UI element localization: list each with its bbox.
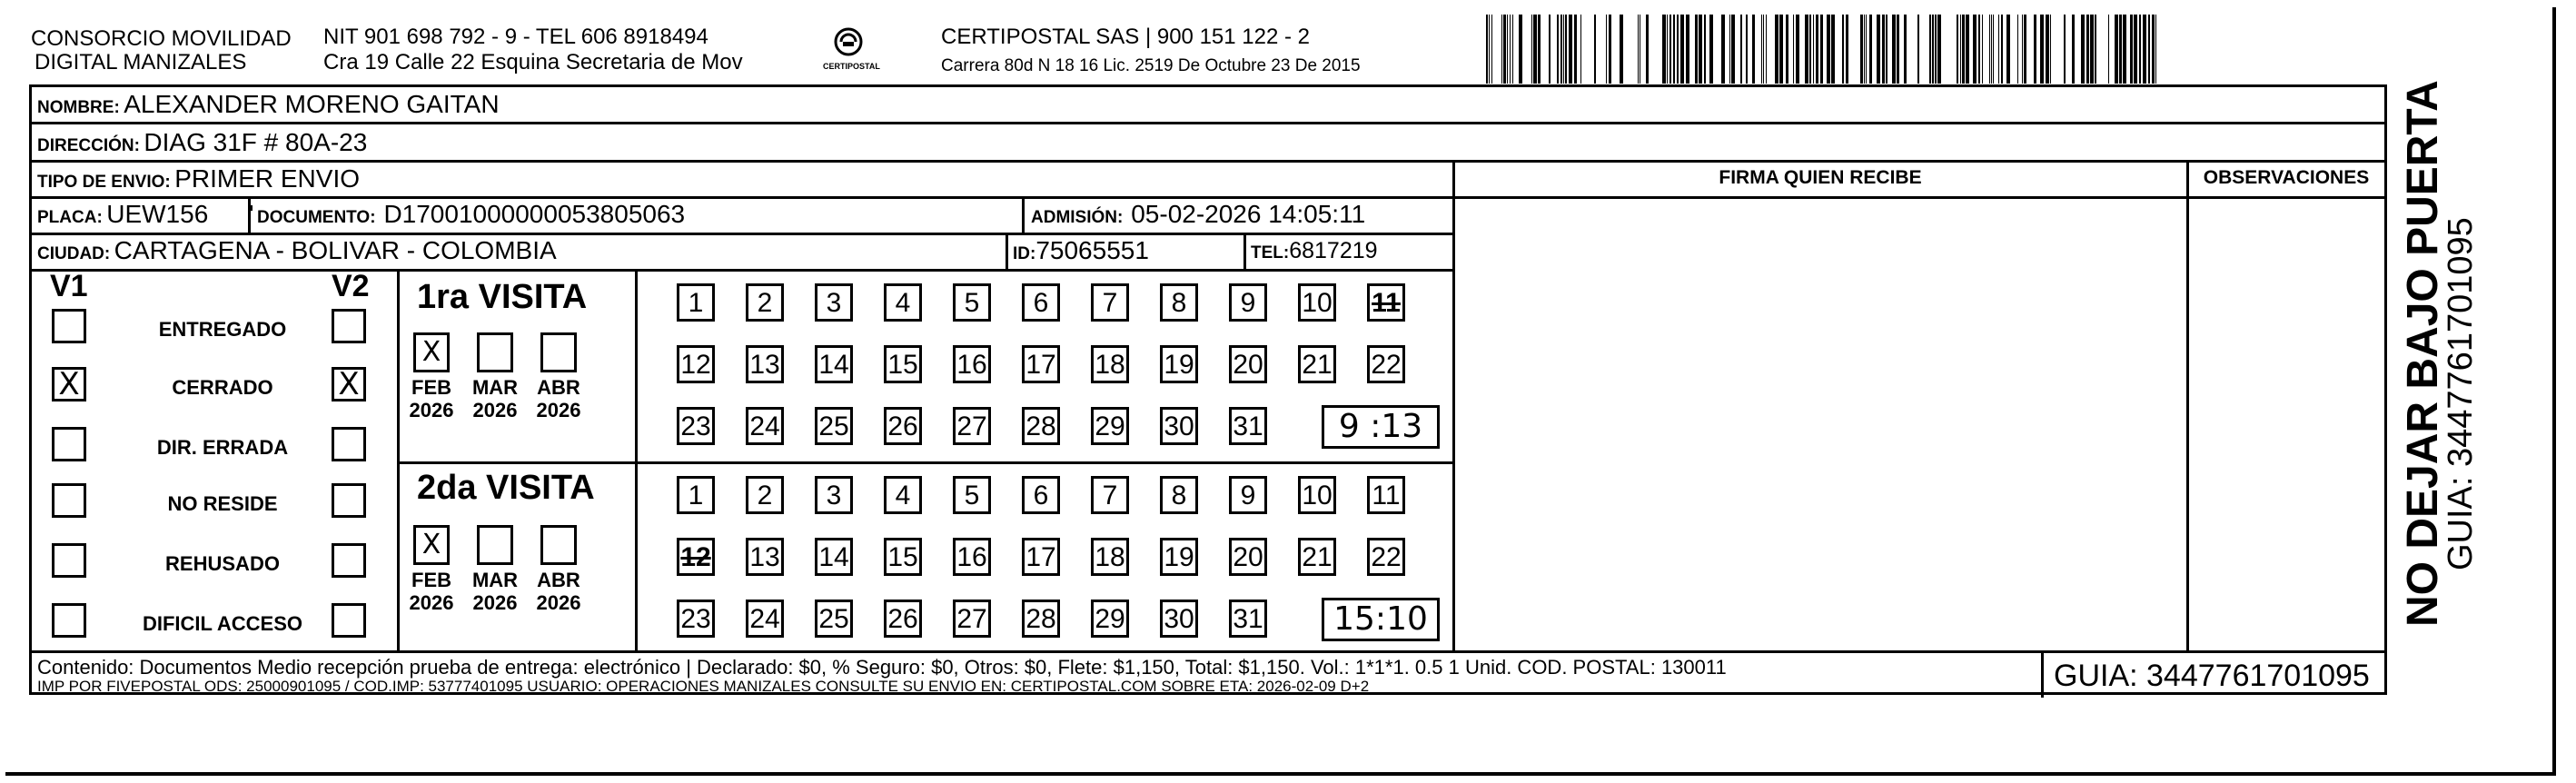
day-checkbox[interactable]: 29 — [1091, 407, 1129, 445]
day-checkbox[interactable]: 13 — [746, 345, 784, 383]
day-checkbox[interactable]: 9 — [1229, 283, 1267, 322]
visit-time[interactable]: 15:10 — [1322, 598, 1440, 641]
day-checkbox[interactable]: 18 — [1091, 538, 1129, 576]
day-checkbox[interactable]: 22 — [1367, 538, 1405, 576]
month-checkbox[interactable] — [540, 525, 577, 565]
year-label: 2026 — [409, 591, 454, 614]
day-checkbox[interactable]: 10 — [1298, 476, 1336, 514]
day-checkbox[interactable]: 4 — [884, 476, 922, 514]
day-checkbox[interactable]: 4 — [884, 283, 922, 322]
row-divider — [32, 196, 2384, 199]
v1-header: V1 — [50, 269, 88, 303]
ciudad-value: CARTAGENA - BOLIVAR - COLOMBIA — [114, 236, 557, 264]
year-label: 2026 — [536, 591, 581, 614]
status-v2-checkbox[interactable] — [332, 603, 366, 638]
day-checkbox[interactable]: 28 — [1022, 407, 1060, 445]
day-checkbox[interactable]: 25 — [815, 407, 853, 445]
month-checkbox[interactable] — [540, 332, 577, 372]
status-label: CERRADO — [172, 376, 273, 399]
day-checkbox[interactable]: 19 — [1160, 538, 1198, 576]
day-checkbox[interactable]: 24 — [746, 407, 784, 445]
month-label: ABR — [537, 569, 580, 591]
admision-label: ADMISIÓN: — [1031, 208, 1124, 227]
company-name-line1: CONSORCIO MOVILIDAD — [31, 26, 292, 51]
day-checkbox[interactable]: 31 — [1229, 600, 1267, 638]
tipo-envio-label: TIPO DE ENVIO: — [37, 173, 171, 192]
month-label: ABR — [537, 376, 580, 399]
day-checkbox[interactable]: 29 — [1091, 600, 1129, 638]
day-checkbox[interactable]: 10 — [1298, 283, 1336, 322]
observaciones-header: OBSERVACIONES — [2203, 167, 2370, 188]
day-checkbox[interactable]: 5 — [953, 283, 991, 322]
day-checkbox[interactable]: 5 — [953, 476, 991, 514]
direccion-value: DIAG 31F # 80A-23 — [144, 128, 368, 156]
month-label: FEB — [411, 569, 451, 591]
logo-caption: CERTIPOSTAL — [823, 62, 880, 71]
day-checkbox[interactable]: 21 — [1298, 345, 1336, 383]
footer-imp: IMP POR FIVEPOSTAL ODS: 25000901095 / COD.IMP: 53777401095 USUARIO: OPERACIONES MANIZALES CONSULTE SU ENVIO EN: CERTIPOSTAL.COM SOBRE ETA: 2026-02-09 D+2 — [37, 678, 1370, 695]
day-checkbox[interactable]: 23 — [677, 600, 715, 638]
direccion-label: DIRECCIÓN: — [37, 136, 140, 155]
footer-guia: GUIA: 3447761701095 — [2054, 659, 2370, 693]
status-label: NO RESIDE — [167, 492, 278, 515]
tel-value: 6817219 — [1289, 238, 1378, 263]
visit-time[interactable]: 9 :13 — [1322, 405, 1440, 449]
day-checkbox[interactable]: 20 — [1229, 345, 1267, 383]
id-label: ID: — [1013, 244, 1036, 263]
status-label: REHUSADO — [165, 552, 280, 575]
status-v2-checkbox[interactable] — [332, 427, 366, 461]
day-checkbox[interactable]: 12 — [677, 538, 715, 576]
barcode-icon — [1486, 15, 2176, 84]
day-checkbox[interactable]: 14 — [815, 538, 853, 576]
column-divider — [1452, 160, 1455, 650]
status-v2-checkbox[interactable]: X — [332, 367, 366, 401]
company-name-line2: DIGITAL MANIZALES — [35, 50, 247, 74]
status-v1-checkbox[interactable] — [52, 543, 86, 578]
documento-value: D17001000000053805063 — [383, 200, 686, 228]
cell-divider — [1022, 196, 1025, 233]
day-checkbox[interactable]: 15 — [884, 345, 922, 383]
day-checkbox[interactable]: 8 — [1160, 476, 1198, 514]
placa-value: UEW156 — [106, 200, 209, 228]
day-checkbox[interactable]: 27 — [953, 407, 991, 445]
no-dejar-bajo-puerta: NO DEJAR BAJO PUERTA — [2399, 80, 2447, 627]
cell-divider — [1243, 233, 1246, 269]
day-checkbox[interactable]: 30 — [1160, 600, 1198, 638]
day-checkbox[interactable]: 23 — [677, 407, 715, 445]
nombre-label: NOMBRE: — [37, 98, 120, 117]
tel-label: TEL: — [1251, 243, 1290, 263]
day-checkbox[interactable]: 26 — [884, 407, 922, 445]
day-checkbox[interactable]: 3 — [815, 283, 853, 322]
admision-value: 05-02-2026 14:05:11 — [1131, 200, 1366, 228]
status-v2-checkbox[interactable] — [332, 543, 366, 578]
day-checkbox[interactable]: 24 — [746, 600, 784, 638]
day-checkbox[interactable]: 16 — [953, 345, 991, 383]
status-v2-checkbox[interactable] — [332, 483, 366, 518]
day-checkbox[interactable]: 7 — [1091, 476, 1129, 514]
month-label: FEB — [411, 376, 451, 399]
day-checkbox[interactable]: 1 — [677, 476, 715, 514]
license-line: Carrera 80d N 18 16 Lic. 2519 De Octubre 23 De 2015 — [941, 56, 1361, 75]
status-label: DIFICIL ACCESO — [142, 612, 302, 635]
firma-header: FIRMA QUIEN RECIBE — [1719, 167, 1922, 188]
status-v1-checkbox[interactable]: X — [52, 367, 86, 401]
delivery-form — [29, 84, 2387, 695]
day-checkbox[interactable]: 27 — [953, 600, 991, 638]
column-divider — [397, 269, 400, 650]
day-checkbox[interactable]: 26 — [884, 600, 922, 638]
status-label: DIR. ERRADA — [156, 436, 289, 459]
day-checkbox[interactable]: 3 — [815, 476, 853, 514]
month-checkbox[interactable]: X — [413, 525, 450, 565]
address-line: Cra 19 Calle 22 Esquina Secretaria de Mov — [323, 50, 743, 74]
day-checkbox[interactable]: 6 — [1022, 283, 1060, 322]
status-v1-checkbox[interactable] — [52, 603, 86, 638]
day-checkbox[interactable]: 17 — [1022, 538, 1060, 576]
year-label: 2026 — [472, 591, 518, 614]
day-checkbox[interactable]: 11 — [1367, 476, 1405, 514]
day-checkbox[interactable]: 20 — [1229, 538, 1267, 576]
year-label: 2026 — [472, 399, 518, 421]
day-checkbox[interactable]: 6 — [1022, 476, 1060, 514]
day-checkbox[interactable]: 11 — [1367, 283, 1405, 322]
day-checkbox[interactable]: 13 — [746, 538, 784, 576]
ciudad-label: CIUDAD: — [37, 244, 111, 263]
day-checkbox[interactable]: 28 — [1022, 600, 1060, 638]
id-value: 75065551 — [1035, 236, 1149, 264]
certipostal-line: CERTIPOSTAL SAS | 900 151 122 - 2 — [941, 25, 1310, 49]
day-checkbox[interactable]: 7 — [1091, 283, 1129, 322]
status-label: ENTREGADO — [158, 318, 287, 341]
month-checkbox[interactable] — [477, 332, 513, 372]
side-guia: GUIA: 3447761701095 — [2442, 217, 2480, 570]
cell-divider — [248, 196, 251, 233]
tipo-envio-value: PRIMER ENVIO — [174, 164, 361, 193]
day-checkbox[interactable]: 15 — [884, 538, 922, 576]
status-v2-checkbox[interactable] — [332, 309, 366, 343]
cell-divider — [250, 205, 253, 211]
day-checkbox[interactable]: 21 — [1298, 538, 1336, 576]
day-checkbox[interactable]: 8 — [1160, 283, 1198, 322]
year-label: 2026 — [536, 399, 581, 421]
placa-label: PLACA: — [37, 208, 103, 227]
nit-line: NIT 901 698 792 - 9 - TEL 606 8918494 — [323, 25, 708, 49]
day-checkbox[interactable]: 31 — [1229, 407, 1267, 445]
v2-header: V2 — [332, 269, 370, 303]
month-label: MAR — [471, 569, 519, 591]
status-v1-checkbox[interactable] — [52, 427, 86, 461]
month-checkbox[interactable] — [477, 525, 513, 565]
visit2-title: 2da VISITA — [417, 469, 595, 507]
day-checkbox[interactable]: 18 — [1091, 345, 1129, 383]
day-checkbox[interactable]: 12 — [677, 345, 715, 383]
day-checkbox[interactable]: 14 — [815, 345, 853, 383]
row-divider — [32, 160, 2384, 163]
documento-label: DOCUMENTO: — [257, 208, 376, 227]
day-checkbox[interactable]: 9 — [1229, 476, 1267, 514]
status-v1-checkbox[interactable] — [52, 483, 86, 518]
day-checkbox[interactable]: 16 — [953, 538, 991, 576]
footer-divider — [32, 650, 2384, 653]
day-checkbox[interactable]: 17 — [1022, 345, 1060, 383]
nombre-value: ALEXANDER MORENO GAITAN — [124, 90, 500, 118]
visit1-title: 1ra VISITA — [417, 278, 588, 316]
day-checkbox[interactable]: 1 — [677, 283, 715, 322]
column-divider — [2186, 160, 2189, 650]
column-divider — [635, 269, 638, 650]
month-checkbox[interactable]: X — [413, 332, 450, 372]
day-checkbox[interactable]: 30 — [1160, 407, 1198, 445]
footer-contenido: Contenido: Documentos Medio recepción prueba de entrega: electrónico | Declarado: $0, % Seguro: $0, Otros: $0, Flete: $1,150, Total: $1,150. Vol.: 1*1*1. 0.5 1 Unid. COD. POSTAL: 130011 — [37, 656, 1727, 679]
day-checkbox[interactable]: 19 — [1160, 345, 1198, 383]
month-label: MAR — [471, 376, 519, 399]
day-checkbox[interactable]: 2 — [746, 283, 784, 322]
status-v1-checkbox[interactable] — [52, 309, 86, 343]
column-divider — [2041, 650, 2044, 698]
year-label: 2026 — [409, 399, 454, 421]
row-divider — [397, 461, 1453, 464]
day-checkbox[interactable]: 2 — [746, 476, 784, 514]
day-checkbox[interactable]: 22 — [1367, 345, 1405, 383]
cell-divider — [1006, 233, 1008, 269]
day-checkbox[interactable]: 25 — [815, 600, 853, 638]
